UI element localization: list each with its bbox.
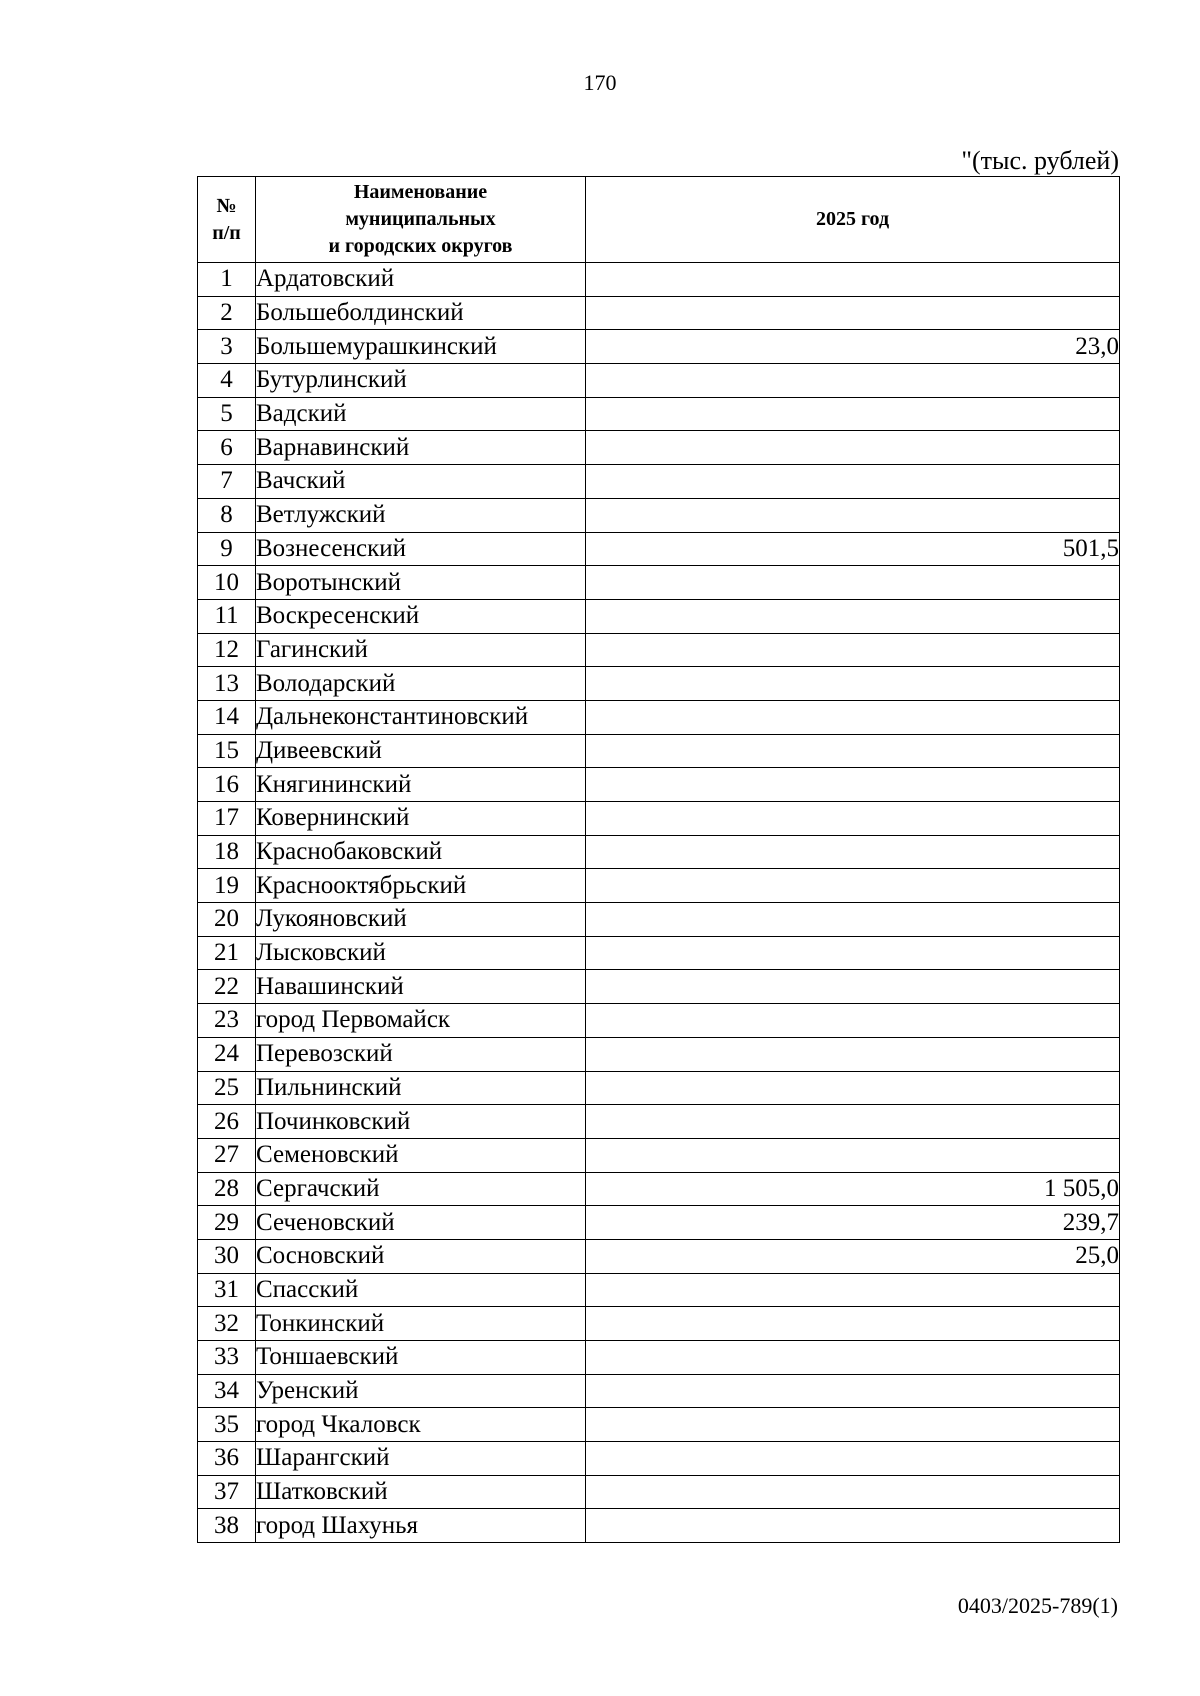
- row-number: 35: [198, 1408, 256, 1442]
- row-number: 32: [198, 1307, 256, 1341]
- amount-2025: [586, 1475, 1120, 1509]
- table-row: [198, 1307, 1120, 1341]
- table-row: [198, 1239, 1120, 1273]
- district-name: Большемурашкинский: [256, 330, 586, 364]
- row-number: 33: [198, 1341, 256, 1375]
- district-name: Воротынский: [256, 566, 586, 600]
- table-row: [198, 1341, 1120, 1375]
- table-row: [198, 1374, 1120, 1408]
- row-number: 14: [198, 700, 256, 734]
- table-row: [198, 936, 1120, 970]
- amount-2025: [586, 1138, 1120, 1172]
- district-name: город Шахунья: [256, 1509, 586, 1543]
- amount-2025: [586, 936, 1120, 970]
- row-number: 38: [198, 1509, 256, 1543]
- district-name: Ковернинский: [256, 802, 586, 836]
- amount-2025: [586, 1037, 1120, 1071]
- table-row: [198, 700, 1120, 734]
- allocation-table: [197, 176, 1120, 1543]
- district-name: Дивеевский: [256, 734, 586, 768]
- district-name: город Чкаловск: [256, 1408, 586, 1442]
- amount-2025: [586, 599, 1120, 633]
- table-row: [198, 465, 1120, 499]
- row-number: 30: [198, 1239, 256, 1273]
- table-row: [198, 1408, 1120, 1442]
- row-number: 23: [198, 1004, 256, 1038]
- amount-2025: 23,0: [586, 330, 1120, 364]
- district-name: Сергачский: [256, 1172, 586, 1206]
- district-name: Тоншаевский: [256, 1341, 586, 1375]
- district-name: Тонкинский: [256, 1307, 586, 1341]
- row-number: 7: [198, 465, 256, 499]
- row-number: 20: [198, 903, 256, 937]
- district-name: Починковский: [256, 1105, 586, 1139]
- row-number: 13: [198, 667, 256, 701]
- header-year: 2025 год: [586, 177, 1120, 263]
- table-row: [198, 296, 1120, 330]
- table-row: [198, 903, 1120, 937]
- table-header: [198, 177, 1120, 263]
- district-name: Дальнеконстантиновский: [256, 700, 586, 734]
- row-number: 5: [198, 397, 256, 431]
- row-number: 17: [198, 802, 256, 836]
- row-number: 6: [198, 431, 256, 465]
- district-name: Воскресенский: [256, 599, 586, 633]
- table-body: [198, 263, 1120, 1543]
- district-name: Большеболдинский: [256, 296, 586, 330]
- amount-2025: [586, 802, 1120, 836]
- amount-2025: 239,7: [586, 1206, 1120, 1240]
- amount-2025: [586, 566, 1120, 600]
- table-row: [198, 498, 1120, 532]
- district-name: Лукояновский: [256, 903, 586, 937]
- table-row: [198, 970, 1120, 1004]
- table-row: [198, 734, 1120, 768]
- document-code: 0403/2025-789(1): [957, 1593, 1118, 1618]
- district-name: Сеченовский: [256, 1206, 586, 1240]
- row-number: 11: [198, 599, 256, 633]
- table-row: [198, 869, 1120, 903]
- amount-2025: [586, 667, 1120, 701]
- amount-2025: [586, 498, 1120, 532]
- district-name: Спасский: [256, 1273, 586, 1307]
- amount-2025: [586, 1307, 1120, 1341]
- row-number: 34: [198, 1374, 256, 1408]
- row-number: 12: [198, 633, 256, 667]
- row-number: 8: [198, 498, 256, 532]
- row-number: 9: [198, 532, 256, 566]
- amount-2025: [586, 465, 1120, 499]
- amount-2025: [586, 1408, 1120, 1442]
- amount-2025: [586, 869, 1120, 903]
- table-row: [198, 768, 1120, 802]
- row-number: 37: [198, 1475, 256, 1509]
- row-number: 25: [198, 1071, 256, 1105]
- row-number: 15: [198, 734, 256, 768]
- amount-2025: 501,5: [586, 532, 1120, 566]
- table-row: [198, 532, 1120, 566]
- table-row: [198, 1037, 1120, 1071]
- units-label: "(тыс. рублей): [961, 146, 1119, 175]
- table-row: [198, 1475, 1120, 1509]
- amount-2025: [586, 431, 1120, 465]
- district-name: Гагинский: [256, 633, 586, 667]
- row-number: 4: [198, 364, 256, 398]
- table-row: [198, 599, 1120, 633]
- district-name: Краснооктябрьский: [256, 869, 586, 903]
- row-number: 29: [198, 1206, 256, 1240]
- table-row: [198, 1442, 1120, 1476]
- amount-2025: [586, 1105, 1120, 1139]
- amount-2025: [586, 1004, 1120, 1038]
- amount-2025: [586, 1509, 1120, 1543]
- district-name: Бутурлинский: [256, 364, 586, 398]
- district-name: Уренский: [256, 1374, 586, 1408]
- district-name: Навашинский: [256, 970, 586, 1004]
- district-name: Краснобаковский: [256, 835, 586, 869]
- district-name: Пильнинский: [256, 1071, 586, 1105]
- district-name: Володарский: [256, 667, 586, 701]
- district-name: Вадский: [256, 397, 586, 431]
- row-number: 31: [198, 1273, 256, 1307]
- table-row: [198, 263, 1120, 297]
- row-number: 18: [198, 835, 256, 869]
- amount-2025: 25,0: [586, 1239, 1120, 1273]
- table-row: [198, 1071, 1120, 1105]
- district-name: Перевозский: [256, 1037, 586, 1071]
- row-number: 28: [198, 1172, 256, 1206]
- district-name: Ветлужский: [256, 498, 586, 532]
- table-row: [198, 1004, 1120, 1038]
- district-name: Вознесенский: [256, 532, 586, 566]
- amount-2025: [586, 734, 1120, 768]
- table-row: [198, 667, 1120, 701]
- table-row: [198, 1138, 1120, 1172]
- amount-2025: [586, 903, 1120, 937]
- row-number: 3: [198, 330, 256, 364]
- page-number: 170: [583, 70, 617, 95]
- amount-2025: [586, 364, 1120, 398]
- district-name: Шатковский: [256, 1475, 586, 1509]
- amount-2025: [586, 700, 1120, 734]
- amount-2025: [586, 1071, 1120, 1105]
- district-name: Ардатовский: [256, 263, 586, 297]
- amount-2025: [586, 397, 1120, 431]
- table-row: [198, 364, 1120, 398]
- header-row: [198, 177, 1120, 263]
- table-row: [198, 802, 1120, 836]
- amount-2025: 1 505,0: [586, 1172, 1120, 1206]
- amount-2025: [586, 768, 1120, 802]
- row-number: 1: [198, 263, 256, 297]
- amount-2025: [586, 1341, 1120, 1375]
- district-name: Вачский: [256, 465, 586, 499]
- district-name: Шарангский: [256, 1442, 586, 1476]
- table-row: [198, 1509, 1120, 1543]
- amount-2025: [586, 1442, 1120, 1476]
- district-name: Княгининский: [256, 768, 586, 802]
- district-name: Сосновский: [256, 1239, 586, 1273]
- table-row: [198, 431, 1120, 465]
- row-number: 21: [198, 936, 256, 970]
- header-name: Наименование муниципальных и городских округов: [256, 177, 586, 263]
- row-number: 16: [198, 768, 256, 802]
- amount-2025: [586, 1374, 1120, 1408]
- district-name: Лысковский: [256, 936, 586, 970]
- table-row: [198, 1273, 1120, 1307]
- amount-2025: [586, 1273, 1120, 1307]
- amount-2025: [586, 263, 1120, 297]
- amount-2025: [586, 633, 1120, 667]
- amount-2025: [586, 835, 1120, 869]
- row-number: 27: [198, 1138, 256, 1172]
- district-name: Варнавинский: [256, 431, 586, 465]
- row-number: 19: [198, 869, 256, 903]
- row-number: 36: [198, 1442, 256, 1476]
- district-name: Семеновский: [256, 1138, 586, 1172]
- row-number: 26: [198, 1105, 256, 1139]
- table-row: [198, 330, 1120, 364]
- district-name: город Первомайск: [256, 1004, 586, 1038]
- table-row: [198, 633, 1120, 667]
- row-number: 22: [198, 970, 256, 1004]
- amount-2025: [586, 970, 1120, 1004]
- row-number: 24: [198, 1037, 256, 1071]
- table-row: [198, 1105, 1120, 1139]
- table-row: [198, 566, 1120, 600]
- amount-2025: [586, 296, 1120, 330]
- header-number: № п/п: [198, 177, 256, 263]
- table-row: [198, 1172, 1120, 1206]
- table-row: [198, 1206, 1120, 1240]
- row-number: 10: [198, 566, 256, 600]
- table-row: [198, 397, 1120, 431]
- table-row: [198, 835, 1120, 869]
- row-number: 2: [198, 296, 256, 330]
